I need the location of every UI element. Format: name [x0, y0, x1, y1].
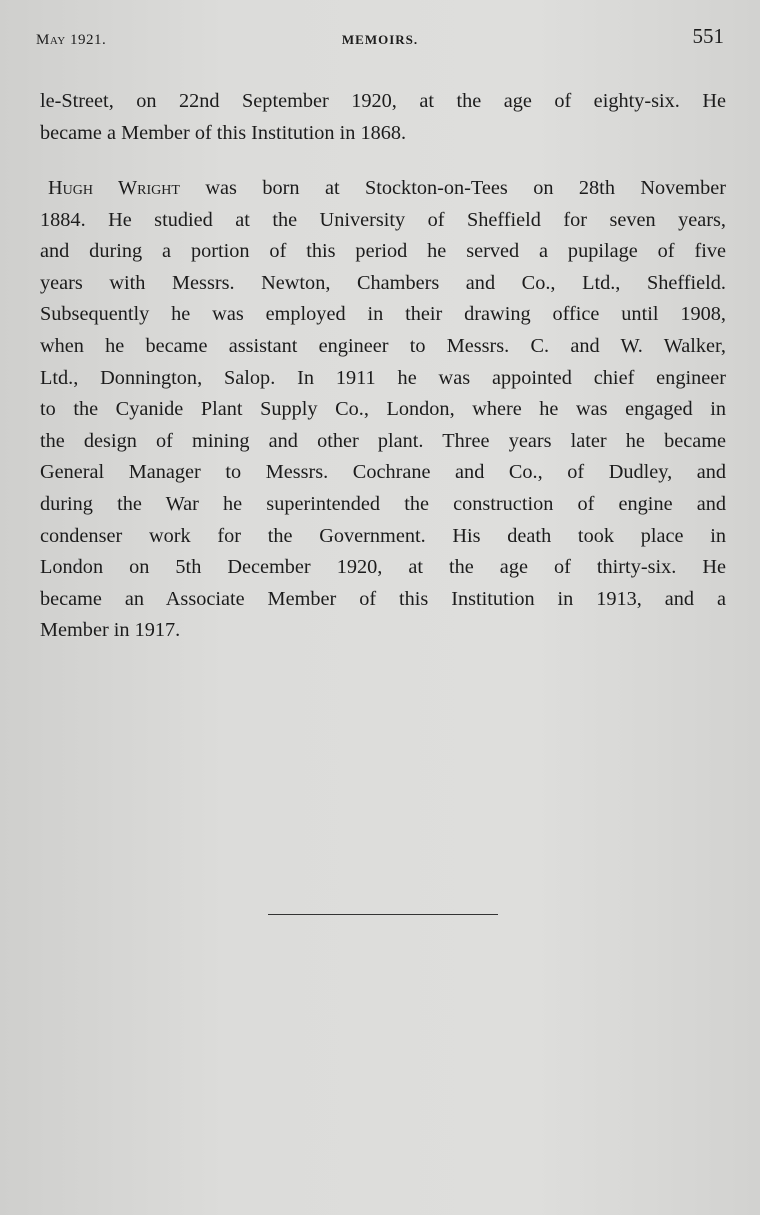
text-line: became a Member of this Institution in 1868. — [40, 121, 407, 144]
text-line: le-Street, on 22nd September 1920, at the age of eighty-six. He — [40, 90, 726, 112]
text-line: General Manager to Messrs. Cochrane and Co., of Dudley, and — [40, 461, 726, 484]
text-line: Hugh Wright was born at Stockton-on-Tees on 28th November — [48, 177, 726, 199]
text-line: condenser work for the Government. His death took place in — [40, 524, 726, 547]
text-line: London on 5th December 1920, at the age of thirty-six. He — [40, 556, 726, 579]
running-header — [36, 22, 724, 52]
text-line: 1884. He studied at the University of Sheffield for seven years, — [40, 208, 726, 231]
text-line: years with Messrs. Newton, Chambers and Co., Ltd., Sheffield. — [40, 271, 726, 294]
text-line: when he became assistant engineer to Messrs. C. and W. Walker, — [40, 334, 726, 357]
text-line: Member in 1917. — [40, 619, 181, 642]
paragraph-continued — [40, 86, 726, 149]
text-line: during the War he superintended the construction of engine and — [40, 492, 726, 515]
text-line: and during a portion of this period he served a pupilage of five — [40, 240, 726, 263]
text-line: to the Cyanide Plant Supply Co., London, where he was engaged in — [40, 398, 726, 421]
header-title: MEMOIRS. — [341, 32, 419, 47]
header-date: May 1921. — [36, 32, 107, 48]
text-line: Subsequently he was employed in their drawing office until 1908, — [40, 303, 726, 326]
memoir-hugh-wright — [40, 173, 726, 647]
section-end-rule — [268, 914, 498, 915]
text-line: Ltd., Donnington, Salop. In 1911 he was appointed chief engineer — [40, 366, 726, 389]
page-number: 551 — [692, 24, 724, 48]
text-line: the design of mining and other plant. Three years later he became — [40, 429, 726, 452]
text-line: became an Associate Member of this Institution in 1913, and a — [40, 587, 726, 610]
memoir-name: Hugh Wright — [48, 177, 180, 199]
